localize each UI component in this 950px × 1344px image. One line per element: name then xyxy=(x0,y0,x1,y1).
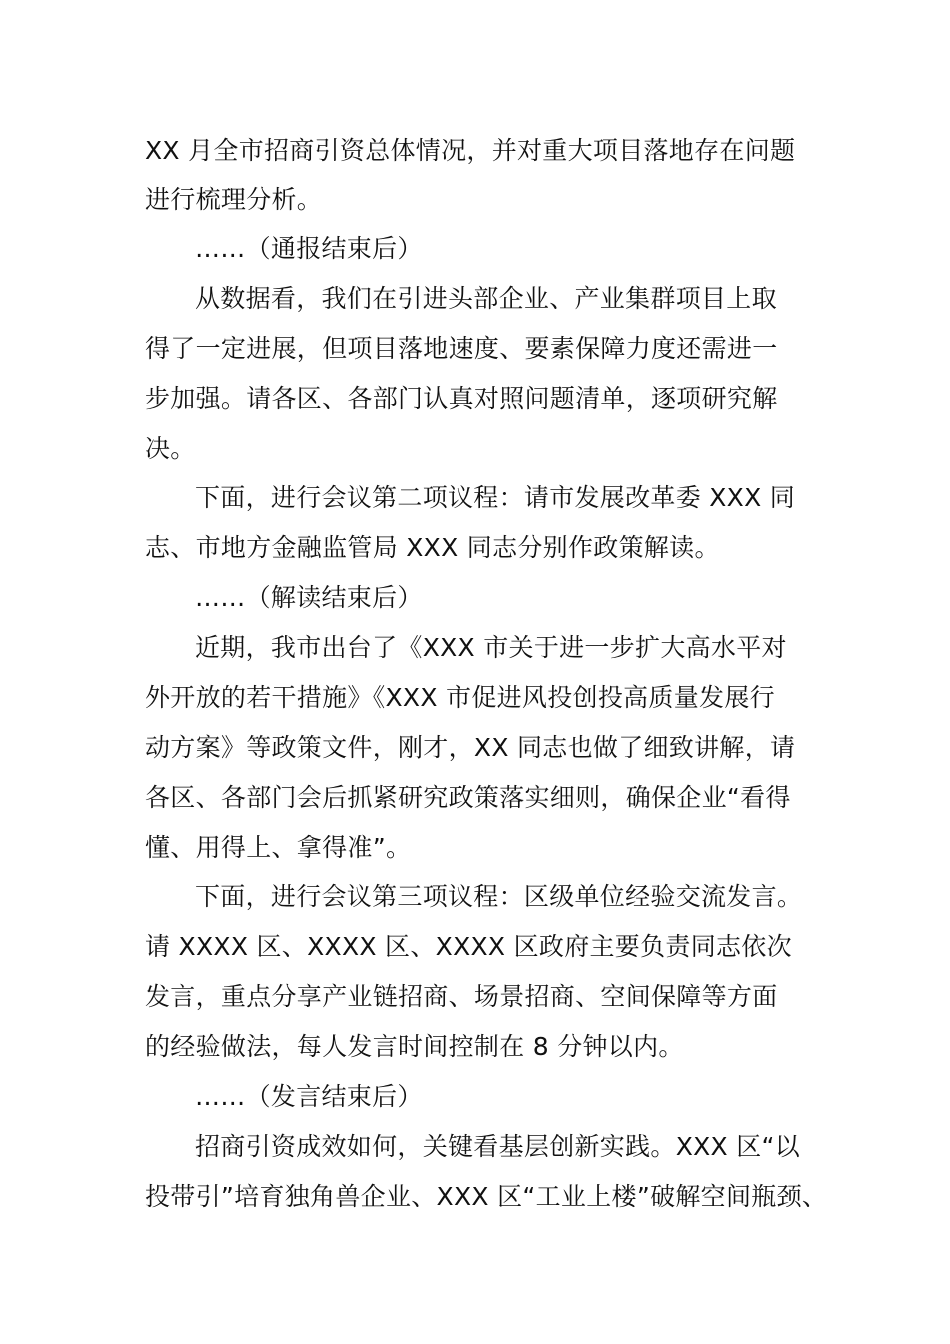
text-line: 动方案》等政策文件，刚才，XX 同志也做了细致讲解，请 xyxy=(145,733,796,762)
text-line: ……（发言结束后） xyxy=(195,1082,423,1111)
text-line: 投带引”培育独角兽企业、XXX 区“工业上楼”破解空间瓶颈、 xyxy=(145,1182,828,1211)
text-line: 各区、各部门会后抓紧研究政策落实细则，确保企业“看得 xyxy=(145,783,791,812)
text-line: 的经验做法，每人发言时间控制在 8 分钟以内。 xyxy=(145,1032,684,1061)
text-line: ……（通报结束后） xyxy=(195,234,423,263)
text-line: XX 月全市招商引资总体情况，并对重大项目落地存在问题 xyxy=(145,136,796,165)
text-line: ……（解读结束后） xyxy=(195,583,423,612)
text-line: 近期，我市出台了《XXX 市关于进一步扩大高水平对 xyxy=(195,633,787,662)
text-line: 得了一定进展，但项目落地速度、要素保障力度还需进一 xyxy=(145,334,778,363)
text-line: 发言，重点分享产业链招商、场景招商、空间保障等方面 xyxy=(145,982,778,1011)
text-line: 志、市地方金融监管局 XXX 同志分别作政策解读。 xyxy=(145,533,720,562)
text-line: 下面，进行会议第二项议程：请市发展改革委 XXX 同 xyxy=(195,483,796,512)
text-line: 决。 xyxy=(145,434,196,463)
text-line: 进行梳理分析。 xyxy=(145,185,323,214)
text-line: 下面，进行会议第三项议程：区级单位经验交流发言。 xyxy=(195,882,803,911)
text-line: 从数据看，我们在引进头部企业、产业集群项目上取 xyxy=(195,284,777,313)
text-line: 请 XXXX 区、XXXX 区、XXXX 区政府主要负责同志依次 xyxy=(145,932,792,961)
text-line: 外开放的若干措施》《XXX 市促进风投创投高质量发展行 xyxy=(145,683,775,712)
text-line: 懂、用得上、拿得准”。 xyxy=(145,833,412,862)
text-line: 步加强。请各区、各部门认真对照问题清单，逐项研究解 xyxy=(145,384,778,413)
text-line: 招商引资成效如何，关键看基层创新实践。XXX 区“以 xyxy=(195,1132,801,1161)
